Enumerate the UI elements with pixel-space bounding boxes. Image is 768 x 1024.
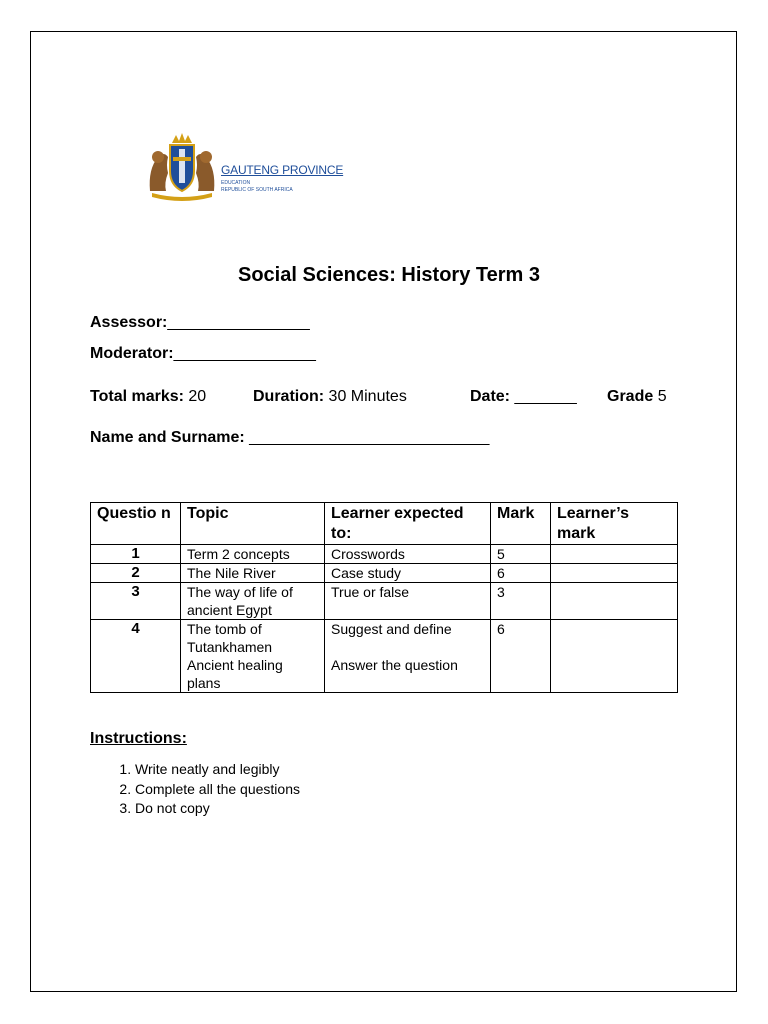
total-marks-value: 20 <box>183 388 207 405</box>
topic-line-2: Ancient healing plans <box>187 657 283 691</box>
learner-mark-cell[interactable] <box>551 545 678 564</box>
header-topic: Topic <box>181 503 325 545</box>
header-mark: Mark <box>491 503 551 545</box>
logo-title: GAUTENG PROVINCE <box>221 163 344 177</box>
topic-cell: Term 2 concepts <box>181 545 325 564</box>
moderator-label: Moderator: <box>90 345 174 362</box>
duration-label: Duration: <box>253 388 325 405</box>
mark-cell: 6 <box>491 564 551 583</box>
instructions-heading: Instructions: <box>90 730 187 747</box>
name-line <box>90 429 489 447</box>
expected-cell: Crosswords <box>325 545 491 564</box>
coat-of-arms-icon <box>146 133 218 201</box>
grade-value: 5 <box>653 388 667 405</box>
expected-cell: Case study <box>325 564 491 583</box>
mark-cell: 6 <box>491 620 551 693</box>
name-label: Name and Surname: <box>90 429 245 446</box>
duration <box>253 388 407 406</box>
gauteng-logo <box>146 133 346 201</box>
list-item: 2. Complete all the questions <box>135 780 300 800</box>
header-question: Questio n <box>91 503 181 545</box>
expected-cell: True or false <box>325 583 491 620</box>
page-title: Social Sciences: History Term 3 <box>238 264 540 286</box>
table-row <box>91 583 678 620</box>
duration-value: 30 Minutes <box>324 388 407 405</box>
assessor-blank[interactable]: ________________ <box>167 314 310 331</box>
table-row <box>91 545 678 564</box>
total-marks-label: Total marks: <box>90 388 184 405</box>
header-expected: Learner expected to: <box>325 503 491 545</box>
table-row <box>91 620 678 693</box>
assessor-label: Assessor: <box>90 314 168 331</box>
topic-line-1: The tomb of Tutankhamen <box>187 621 273 655</box>
date-label: Date: <box>470 388 511 405</box>
header-learner-mark: Learner’s mark <box>551 503 678 545</box>
question-number: 3 <box>91 583 181 620</box>
logo-subtitle-country: REPUBLIC OF SOUTH AFRICA <box>221 187 293 193</box>
grade-label: Grade <box>607 388 654 405</box>
grade <box>607 388 667 406</box>
question-number: 1 <box>91 545 181 564</box>
topic-cell: The way of life of ancient Egypt <box>181 583 325 620</box>
logo-subtitle-education: EDUCATION <box>221 180 251 186</box>
moderator-blank[interactable]: ________________ <box>173 345 316 362</box>
questions-table <box>90 502 678 693</box>
total-marks <box>90 388 206 406</box>
date <box>470 388 577 406</box>
name-blank[interactable]: ___________________________ <box>244 429 490 446</box>
question-number: 4 <box>91 620 181 693</box>
question-number: 2 <box>91 564 181 583</box>
learner-mark-cell[interactable] <box>551 564 678 583</box>
table-header-row <box>91 503 678 545</box>
table-row <box>91 564 678 583</box>
instructions-list <box>90 760 300 819</box>
expected-line-2: Answer the question <box>331 657 458 673</box>
mark-cell: 5 <box>491 545 551 564</box>
expected-cell <box>325 620 491 693</box>
mark-cell: 3 <box>491 583 551 620</box>
learner-mark-cell[interactable] <box>551 620 678 693</box>
list-item: 3. Do not copy <box>135 799 300 819</box>
topic-cell <box>181 620 325 693</box>
date-blank[interactable]: _______ <box>510 388 577 405</box>
learner-mark-cell[interactable] <box>551 583 678 620</box>
assessor-line <box>90 314 310 332</box>
expected-line-1: Suggest and define <box>331 621 452 637</box>
list-item: 1. Write neatly and legibly <box>135 760 300 780</box>
topic-cell: The Nile River <box>181 564 325 583</box>
moderator-line <box>90 345 316 363</box>
